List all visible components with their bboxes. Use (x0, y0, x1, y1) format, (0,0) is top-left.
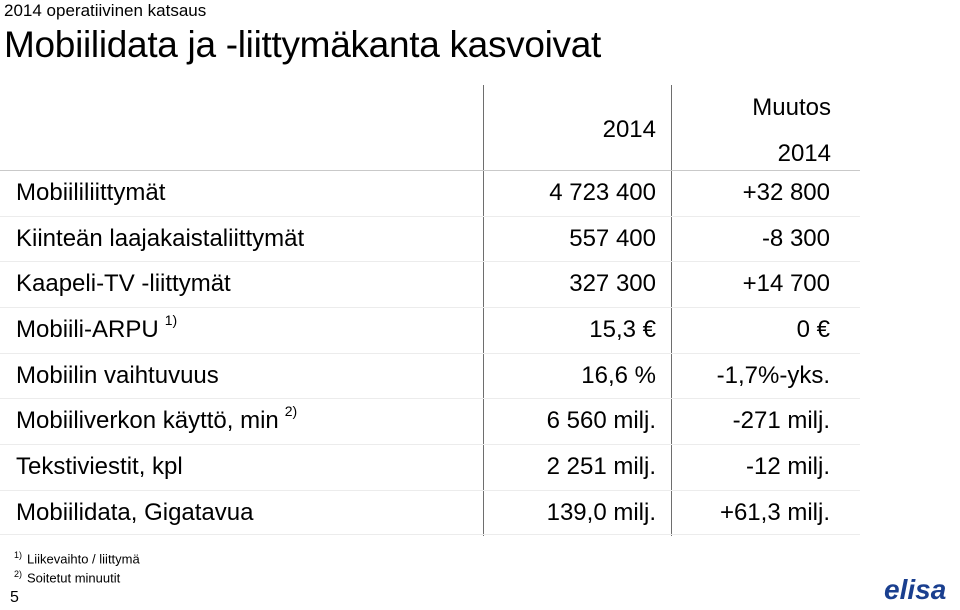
footnote-text: Liikevaihto / liittymä (27, 551, 140, 567)
row-value: 16,6 % (581, 361, 656, 389)
row-label: Mobiili-ARPU $^{1)}$ (16, 312, 178, 344)
footnote-mark: 1) (14, 550, 23, 560)
row-value: 139,0 milj. (546, 498, 656, 526)
page-number: 5 (10, 589, 19, 606)
footnote (14, 569, 120, 585)
table-row (0, 261, 860, 307)
row-value: 15,3 € (589, 316, 656, 344)
footnote-mark: 2) (14, 569, 23, 579)
row-change: -8 300 (761, 224, 830, 252)
presentation-subtitle: 2014 operatiivinen katsaus (4, 1, 207, 20)
table-row (0, 216, 860, 262)
row-value: 327 300 (569, 270, 656, 298)
row-label: Mobiiliverkon käyttö, min $^{2)}$ (16, 403, 298, 435)
row-label: Mobiilin vaihtuvuus (16, 361, 219, 389)
row-change: -271 milj. (732, 407, 830, 435)
row-change: +61,3 milj. (719, 498, 830, 526)
row-value: 557 400 (569, 224, 656, 252)
table-bottom-divider (0, 534, 860, 535)
slide-title: Mobiilidata ja -liittymäkanta kasvoivat (4, 24, 601, 65)
row-label: Mobiilidata, Gigatavua (16, 498, 254, 526)
row-value: 6 560 milj. (546, 407, 656, 435)
change-column-header: Muutos (752, 94, 831, 121)
row-label: Kaapeli-TV -liittymät (16, 270, 231, 298)
change-column-header-year: 2014 (777, 140, 831, 167)
footnote (14, 550, 140, 566)
row-label: Mobiililiittymät (16, 179, 166, 206)
table-row (0, 490, 860, 536)
row-change: +14 700 (742, 270, 830, 298)
footnote-marker: 2) (284, 403, 298, 420)
row-change: 0 € (796, 316, 830, 344)
elisa-logo (882, 572, 954, 608)
row-label: Tekstiviestit, kpl (16, 453, 183, 481)
row-change: -1,7%-yks. (716, 361, 830, 389)
row-value: 4 723 400 (549, 179, 656, 206)
row-change: +32 800 (742, 179, 830, 206)
year-column-header: 2014 (602, 116, 656, 143)
footnote-marker: 1) (164, 312, 178, 329)
table-row (0, 398, 860, 444)
row-value: 2 251 milj. (546, 453, 656, 481)
table-row (0, 353, 860, 399)
table-row (0, 307, 860, 353)
row-change: -12 milj. (745, 453, 830, 481)
footnote-text: Soitetut minuutit (27, 570, 121, 586)
logo-wordmark: elisa (884, 574, 947, 605)
table-row (0, 444, 860, 490)
row-label: Kiinteän laajakaistaliittymät (16, 224, 305, 252)
table-row (0, 170, 860, 216)
kpi-table (0, 170, 860, 536)
